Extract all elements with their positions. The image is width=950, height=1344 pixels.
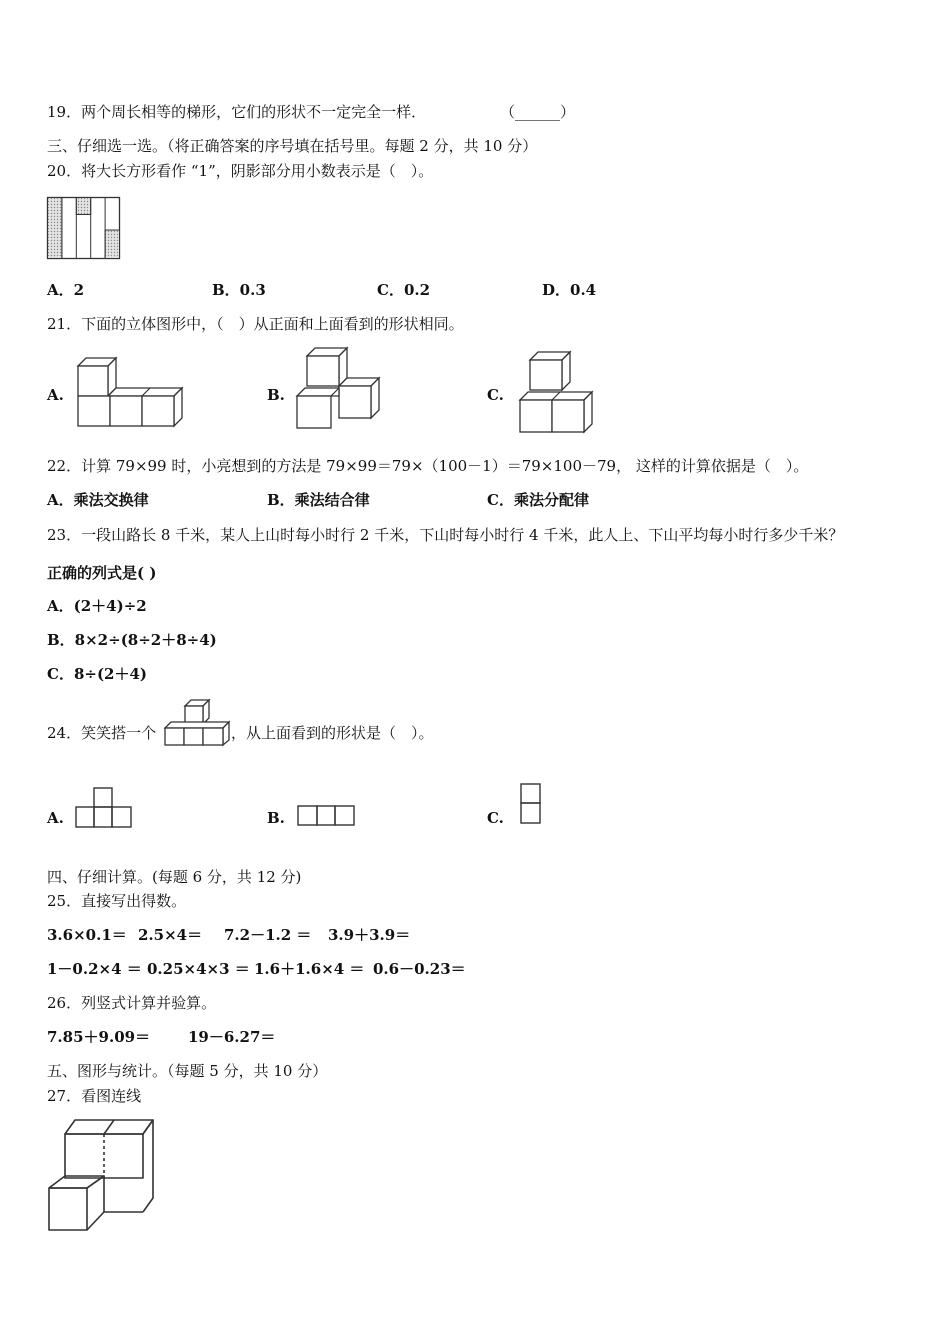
section3-title: 三、仔细选一选。（将正确答案的序号填在括号里。每题 2 分，共 10 分） (47, 137, 538, 155)
q26-text: 26．列竖式计算并验算。 (47, 994, 217, 1012)
q20-option-d[interactable]: D．0.4 (542, 281, 597, 299)
q24-option-c[interactable]: C. (487, 809, 504, 827)
q24-inline-cube-figure (163, 698, 231, 746)
q21-option-a[interactable]: A. (47, 386, 64, 404)
q24-option-a-view (75, 787, 133, 829)
section4-title: 四、仔细计算。(每题 6 分，共 12 分) (47, 868, 302, 886)
q23-text: 23．一段山路长 8 千米，某人上山时每小时行 2 千米，下山时每小时行 4 千米，此人上、下山平均每小时行多少千米？ (47, 526, 844, 544)
q25-item-6: 0.25×4×3 ＝ (147, 960, 250, 978)
q20-option-b[interactable]: B．0.3 (212, 281, 266, 299)
q24-option-b[interactable]: B. (267, 809, 285, 827)
q22-option-c[interactable]: C．乘法分配律 (487, 491, 589, 509)
q20-option-c[interactable]: C．0.2 (377, 281, 431, 299)
q24-option-a[interactable]: A. (47, 809, 64, 827)
q20-option-a[interactable]: A．2 (47, 281, 85, 299)
q26-item-1: 7.85＋9.09＝ (47, 1028, 151, 1046)
q23-option-b[interactable]: B．8×2÷(8÷2＋8÷4) (47, 631, 217, 649)
q20-text: 20．将大长方形看作 “1”，阴影部分用小数表示是（ ）。 (47, 162, 434, 180)
q23-prompt: 正确的列式是( ) (47, 564, 157, 582)
q25-item-5: 1－0.2×4 ＝ (47, 960, 142, 978)
q21-figure-a-cubes (78, 354, 184, 430)
q21-option-c[interactable]: C. (487, 386, 504, 404)
q25-item-2: 2.5×4＝ (138, 926, 203, 944)
q21-text: 21．下面的立体图形中，（ ）从正面和上面看到的形状相同。 (47, 315, 464, 333)
q21-option-b[interactable]: B. (267, 386, 285, 404)
q22-option-b[interactable]: B．乘法结合律 (267, 491, 370, 509)
q27-solid-figure (47, 1118, 157, 1234)
q26-item-2: 19－6.27＝ (188, 1028, 276, 1046)
q21-figure-b-cubes (297, 346, 381, 430)
q27-text: 27．看图连线 (47, 1087, 142, 1105)
q23-option-c[interactable]: C．8÷(2＋4) (47, 665, 148, 683)
q20-shaded-rectangle-figure (47, 197, 121, 259)
q24-text-after: ，从上面看到的形状是（ ）。 (231, 724, 434, 742)
q25-item-3: 7.2－1.2 ＝ (224, 926, 312, 944)
q21-figure-c-cubes (518, 350, 594, 434)
q25-item-8: 0.6－0.23＝ (373, 960, 466, 978)
q25-text: 25．直接写出得数。 (47, 892, 187, 910)
q24-option-b-view (297, 805, 357, 827)
q23-option-a[interactable]: A．(2＋4)÷2 (47, 597, 147, 615)
q22-option-a[interactable]: A．乘法交换律 (47, 491, 149, 509)
q25-item-1: 3.6×0.1＝ (47, 926, 127, 944)
q19-answer-blank[interactable]: （______） (500, 103, 576, 121)
q25-item-4: 3.9＋3.9＝ (328, 926, 411, 944)
q19-text: 19．两个周长相等的梯形，它们的形状不一定完全一样． (47, 103, 427, 121)
q22-text: 22．计算 79×99 时，小亮想到的方法是 79×99＝79×（100－1）＝79×100－79， 这样的计算依据是（ ）。 (47, 457, 809, 475)
section5-title: 五、图形与统计。（每题 5 分，共 10 分） (47, 1062, 328, 1080)
q25-item-7: 1.6＋1.6×4 ＝ (254, 960, 365, 978)
q24-option-c-view (520, 783, 542, 825)
q24-text-before: 24．笑笑搭一个 (47, 724, 157, 742)
